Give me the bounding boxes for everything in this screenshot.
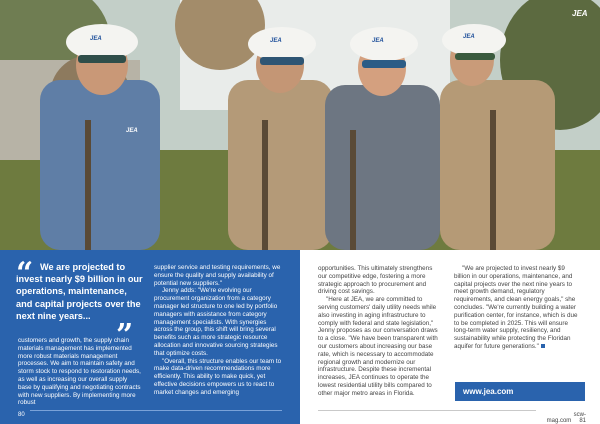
worker-1-hardhat xyxy=(66,24,138,60)
worker-1-shirt xyxy=(40,80,160,250)
footer-rule-right xyxy=(318,410,536,411)
worker-4-shirt xyxy=(440,80,555,250)
worker-3-sunglasses xyxy=(362,60,406,68)
paragraph xyxy=(454,265,582,351)
page-number-right: 81 xyxy=(579,418,586,424)
page-number-left: 80 xyxy=(18,412,25,418)
paragraph: Jenny adds: "We're evolving our procurement organization from a category manager led structure to one led by portfolio managers with assistance from category management specialists. With synergies across the group, this shift will bring several benefits such as more strategic resource allocation and innovative sourcing strategies that optimize costs. xyxy=(154,287,278,357)
website-link-box[interactable] xyxy=(455,382,585,401)
left-page xyxy=(0,250,300,424)
worker-2-harness xyxy=(262,120,268,250)
paragraph: "Overall, this structure enables our team to make data-driven recommendations more efficiently. This ability to make quick, yet effective decisions empowers us to react to market changes and emerging xyxy=(154,357,282,396)
helmet-logo-3: JEA xyxy=(372,38,384,44)
body-column-2 xyxy=(154,264,282,397)
worker-2-shirt xyxy=(228,80,333,250)
worker-2-sunglasses xyxy=(260,57,304,65)
worker-1-harness xyxy=(85,120,91,250)
worker-4-hardhat xyxy=(442,24,506,56)
pull-quote-text: We are projected to invest nearly $9 billion in our operations, maintenance, and capital projects over the next nine years... xyxy=(16,262,143,321)
magazine-url[interactable]: scw-mag.com xyxy=(546,412,586,424)
paragraph: customers and growth, the supply chain materials management has implemented more robust materials management processes. We aim to maintain safety and storm stock to respond to restoration needs, as well as increasing our overall supply base by qualifying and negotiating contracts with new suppliers. By implementing more robust xyxy=(18,337,141,407)
shirt-logo: JEA xyxy=(126,128,138,134)
helmet-logo-2: JEA xyxy=(270,38,282,44)
footer-right xyxy=(542,412,586,424)
end-mark xyxy=(541,344,545,348)
corner-logo: JEA xyxy=(572,9,588,18)
body-column-3 xyxy=(318,265,443,398)
paragraph: "Here at JEA, we are committed to serving customers' daily utility needs while also investing in aging infrastructure to comply with federal and state legislation," Jenny proposes as our conversation draws to a close. "We have been transparent with our customers about increasing our base rate, which is necessary to accommodate regional growth and modernize our infrastructure. Despite these incremental increases, JEA continues to operate the lowest residential utility bills compared to other major metro areas in Florida. xyxy=(318,296,438,397)
helmet-logo-1: JEA xyxy=(90,36,102,42)
paragraph-text: "We are projected to invest nearly $9 billion in our operations, maintenance, and capital projects over the next nine years to meet growth demand, regulatory requirements, and clean energy goals," she concludes. "We're currently building a water purification center, for instance, which is due to be completed in 2025. This will ensure long-term water supply, resiliency, and sustainability while protecting the Floridan aquifer for future generations." xyxy=(454,265,578,350)
body-column-1 xyxy=(18,337,142,407)
website-link[interactable]: www.jea.com xyxy=(463,387,514,396)
close-quote-mark: ” xyxy=(116,318,134,353)
worker-3-shirt xyxy=(325,85,440,250)
worker-3-hardhat xyxy=(350,27,418,61)
footer-rule-left xyxy=(30,410,282,411)
worker-4-sunglasses xyxy=(455,53,495,60)
helmet-logo-4: JEA xyxy=(463,34,475,40)
body-column-4 xyxy=(454,265,582,351)
paragraph: opportunities. This ultimately strengthens our competitive edge, fostering a more strategic approach to procurement and driving cost savings. xyxy=(318,265,433,296)
worker-2-hardhat xyxy=(248,27,316,61)
worker-1-sunglasses xyxy=(78,55,126,63)
worker-4-harness xyxy=(490,110,496,250)
paragraph: supplier service and testing requirements, we ensure the quality and supply availability of potential new suppliers." xyxy=(154,264,281,287)
open-quote-mark: “ xyxy=(16,256,34,291)
worker-3-harness xyxy=(350,130,356,250)
